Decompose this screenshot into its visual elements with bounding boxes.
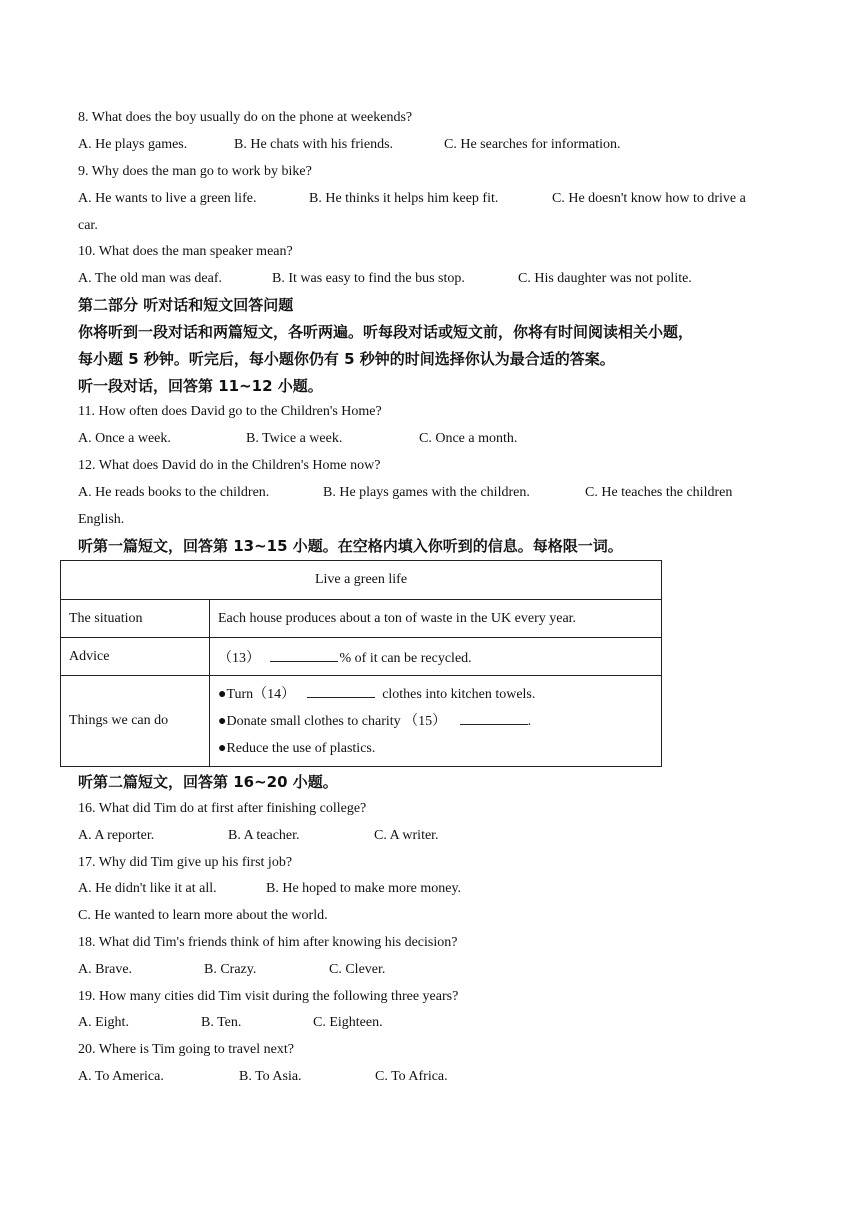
question-9: 9. Why does the man go to work by bike? <box>78 164 312 179</box>
q20-option-c: C. To Africa. <box>375 1069 448 1084</box>
question-10: 10. What does the man speaker mean? <box>78 244 293 259</box>
question-12: 12. What does David do in the Children's Home now? <box>78 458 381 473</box>
question-17: 17. Why did Tim give up his first job? <box>78 855 293 870</box>
q19-option-b: B. Ten. <box>201 1015 242 1030</box>
q8-option-c: C. He searches for information. <box>444 137 621 152</box>
q11-option-c: C. Once a month. <box>419 431 518 446</box>
question-16: 16. What did Tim do at first after finishing college? <box>78 801 367 816</box>
q10-option-a: A. The old man was deaf. <box>78 271 222 286</box>
question-8: 8. What does the boy usually do on the phone at weekends? <box>78 110 413 125</box>
q19-option-a: A. Eight. <box>78 1015 129 1030</box>
q12-option-c-continued: English. <box>78 512 125 527</box>
blank-15[interactable] <box>460 711 528 725</box>
blank-14-label: ●Turn（14） <box>218 686 296 702</box>
blank-14[interactable] <box>307 684 375 698</box>
blank-13[interactable] <box>270 648 338 662</box>
question-19: 19. How many cities did Tim visit during the following three years? <box>78 989 459 1004</box>
q20-option-b: B. To Asia. <box>239 1069 302 1084</box>
q18-option-c: C. Clever. <box>329 962 386 977</box>
q10-option-c: C. His daughter was not polite. <box>518 271 692 286</box>
q10-option-b: B. It was easy to find the bus stop. <box>272 271 465 286</box>
q8-option-a: A. He plays games. <box>78 137 188 152</box>
q19-option-c: C. Eighteen. <box>313 1015 383 1030</box>
table-content-advice <box>210 638 662 676</box>
green-life-table <box>60 560 662 767</box>
q18-option-a: A. Brave. <box>78 962 133 977</box>
bullet-donate-clothes <box>218 708 653 735</box>
q11-option-a: A. Once a week. <box>78 431 171 446</box>
table-label-advice: Advice <box>61 638 210 676</box>
part2-title: 第二部分 听对话和短文回答问题 <box>78 296 294 314</box>
passage2-heading: 听第二篇短文，回答第 16~20 小题。 <box>78 773 338 791</box>
q12-option-c: C. He teaches the children <box>585 485 733 500</box>
q16-option-c: C. A writer. <box>374 828 439 843</box>
table-label-situation: The situation <box>61 600 210 638</box>
q16-option-a: A. A reporter. <box>78 828 155 843</box>
q9-option-c-continued: car. <box>78 218 98 233</box>
table-content-things <box>210 676 662 767</box>
part2-instructions-line1: 你将听到一段对话和两篇短文，各听两遍。听每段对话或短文前，你将有时间阅读相关小题， <box>78 323 694 341</box>
q17-option-b: B. He hoped to make more money. <box>266 881 462 896</box>
q9-option-a: A. He wants to live a green life. <box>78 191 257 206</box>
bullet-reduce-plastics: ●Reduce the use of plastics. <box>218 740 376 756</box>
bullet-turn-text: clothes into kitchen towels. <box>382 686 536 702</box>
q8-option-b: B. He chats with his friends. <box>234 137 394 152</box>
q12-option-a: A. He reads books to the children. <box>78 485 270 500</box>
question-20: 20. Where is Tim going to travel next? <box>78 1042 294 1057</box>
table-title: Live a green life <box>61 561 662 600</box>
q20-option-a: A. To America. <box>78 1069 164 1084</box>
dialogue-heading: 听一段对话，回答第 11~12 小题。 <box>78 377 323 395</box>
blank-15-label: ●Donate small clothes to charity （15） <box>218 713 447 729</box>
q11-option-b: B. Twice a week. <box>246 431 343 446</box>
question-18: 18. What did Tim's friends think of him after knowing his decision? <box>78 935 458 950</box>
part2-instructions-line2: 每小题 5 秒钟。听完后，每小题你仍有 5 秒钟的时间选择你认为最合适的答案。 <box>78 350 615 368</box>
blank-13-label: （13） <box>218 650 260 666</box>
bullet-donate-period: . <box>527 713 532 729</box>
q16-option-b: B. A teacher. <box>228 828 300 843</box>
passage1-heading: 听第一篇短文，回答第 13~15 小题。在空格内填入你听到的信息。每格限一词。 <box>78 537 623 555</box>
q12-option-b: B. He plays games with the children. <box>323 485 530 500</box>
question-11: 11. How often does David go to the Children's Home? <box>78 404 382 419</box>
advice-text: % of it can be recycled. <box>339 650 472 666</box>
table-label-things: Things we can do <box>61 676 210 767</box>
q17-option-c: C. He wanted to learn more about the world. <box>78 908 328 923</box>
table-content-situation: Each house produces about a ton of waste in the UK every year. <box>210 600 662 638</box>
q17-option-a: A. He didn't like it at all. <box>78 881 217 896</box>
q9-option-b: B. He thinks it helps him keep fit. <box>309 191 499 206</box>
q9-option-c: C. He doesn't know how to drive a <box>552 191 746 206</box>
q18-option-b: B. Crazy. <box>204 962 257 977</box>
bullet-turn-clothes <box>218 681 653 708</box>
